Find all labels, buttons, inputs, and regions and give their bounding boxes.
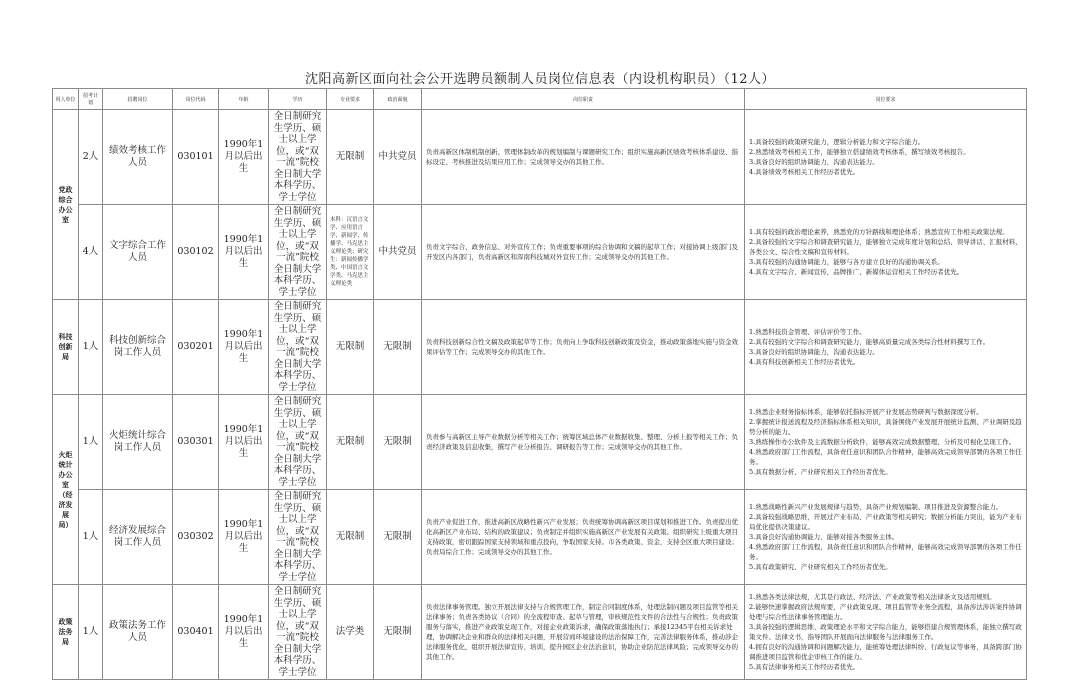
major-cell: 无限制 <box>327 395 374 490</box>
req-line: 3.具备良好的组织协调能力，沟通表达能力。 <box>749 348 879 356</box>
header-row <box>53 89 1027 110</box>
post-cell: 科技创新综合岗工作人员 <box>103 300 173 395</box>
code-cell: 030302 <box>173 490 219 585</box>
header-edu: 学历 <box>269 89 327 110</box>
duty-cell: 负责法律事务管理。独立开展法律支持与合规管理工作，制定合同制度体系，处理法制问题及项目监管等相关法律事务；负责各类协议（合同）的全流程审查、起草与管理，审核规范性文件的合法性与合规性；负责政策服务与落实，推进产业政策兑现工作，对接企业政策诉求，确保政策落地执行；承接12345平台相关诉求处理，协调解决企业和群众的法律相关问题，开展营商环境建设的法治保障工作，完善法律服务体系，推动涉企法律服务优化，组织开展法律宣传、培训，提升园区企业法治意识，协助企业防范法律风险；完成领导交办的其他工作。 <box>422 585 745 680</box>
header-post: 招聘岗位 <box>103 89 173 110</box>
position-table <box>52 88 1027 680</box>
req-line: 2.具有较强的文字综合和调查研究能力，能够高质量完成各类综合性材料撰写工作。 <box>749 338 990 346</box>
req-line: 5.具有数据分析、产业研究相关工作经历者优先。 <box>749 468 892 476</box>
edu-cell: 全日制研究生学历、硕士以上学位，或“双一流”院校全日制大学本科学历、学士学位 <box>269 300 327 395</box>
table-row <box>53 110 1027 205</box>
req-line: 3.具有较强的沟通协调能力，能够与各方建立良好的沟通协调关系。 <box>749 258 944 266</box>
header-duty: 岗位职责 <box>422 89 745 110</box>
req-line: 2.具备较强的文字综合和调查研究能力，能够独立完成年度计划和总结、领导讲话、汇报材料、各类公文、综合性文稿和宣传材料。 <box>749 238 1022 256</box>
table-row <box>53 490 1027 585</box>
plan-cell: 1人 <box>79 395 103 490</box>
req-line: 3.具备良好沟通协调能力，能够对接各类服务主体。 <box>749 533 899 541</box>
req-line: 4.具有文字综合、新闻宣传，品牌推广、新媒体运营相关工作经历者优先。 <box>749 268 964 276</box>
header-major: 专业要求 <box>327 89 374 110</box>
post-cell: 火炬统计综合岗工作人员 <box>103 395 173 490</box>
age-cell: 1990年1月以后出生 <box>219 490 269 585</box>
age-cell: 1990年1月以后出生 <box>219 300 269 395</box>
code-cell: 030401 <box>173 585 219 680</box>
req-line: 4.拥有良好的沟通协调和问题解决能力，能统筹处理法律纠纷、行政复议等事务，具备跨部门协调推进项目监管和优企审核工作的能力。 <box>749 643 1022 661</box>
plan-cell: 1人 <box>79 300 103 395</box>
major-cell: 无限制 <box>327 490 374 585</box>
dept-cell: 党政综合办公室 <box>53 110 79 300</box>
plan-cell: 4人 <box>79 205 103 300</box>
edu-cell: 全日制研究生学历、硕士以上学位，或“双一流”院校全日制大学本科学历、学士学位 <box>269 490 327 585</box>
political-cell: 无限制 <box>374 490 422 585</box>
duty-cell: 负责科技创新综合性文稿及政策起草等工作；负责向上争取科技创新政策及资金，推动政策落地实施与资金效果评估等工作；完成领导交办的其他工作。 <box>422 300 745 395</box>
req-line: 2.能够快速掌握政府法规库要，产业政策兑现、项目监管等业务全流程，具备涉法涉诉案件协调处理与综合性法律事务管理能力。 <box>749 603 1022 621</box>
req-cell <box>745 395 1027 490</box>
major-cell: 无限制 <box>327 300 374 395</box>
req-cell <box>745 110 1027 205</box>
duty-cell: 负责文字综合、政务信息、对外宣传工作；负责重要事项的综合协调和文稿的起草工作；对接协调上级部门及开发区内各部门，负责高新区和浑南科技城对外宣传工作；完成领导交办的其他工作。 <box>422 205 745 300</box>
req-cell <box>745 490 1027 585</box>
header-age: 年龄 <box>219 89 269 110</box>
req-line: 3.具备较强的逻辑思维、政策理论水平和文字综合能力，能够搭建合规管理体系，能独立撰写政策文件、法律文书，指导团队开展面向法律服务与法律服务工作。 <box>749 623 1022 641</box>
age-cell: 1990年1月以后出生 <box>219 585 269 680</box>
req-line: 4.具有科技创新相关工作经历者优先。 <box>749 358 860 366</box>
req-line: 3.具备良好的组织协调能力，沟通表达能力。 <box>749 158 879 166</box>
req-line: 4.具备绩效考核相关工作经历者优先。 <box>749 168 860 176</box>
code-cell: 030101 <box>173 110 219 205</box>
req-cell <box>745 300 1027 395</box>
edu-cell: 全日制研究生学历、硕士以上学位，或“双一流”院校全日制大学本科学历、学士学位 <box>269 395 327 490</box>
req-line: 4.熟悉政府部门工作流程，具备责任意识和团队合作精神，能够高效完成领导部署的各项工作任务。 <box>749 448 1022 466</box>
req-cell <box>745 205 1027 300</box>
req-line: 5.具有法律事务相关工作经历者优先。 <box>749 663 860 671</box>
post-cell: 绩效考核工作人员 <box>103 110 173 205</box>
plan-cell: 1人 <box>79 490 103 585</box>
table-row <box>53 395 1027 490</box>
table-row <box>53 205 1027 300</box>
req-line: 2.熟悉绩效考核相关工作，能够独立搭建绩效考核体系，撰写绩效考核报告。 <box>749 148 970 156</box>
political-cell: 中共党员 <box>374 205 422 300</box>
political-cell: 无限制 <box>374 585 422 680</box>
req-line: 1.熟悉企业财务指标体系，能够依托指标开展产业发展态势研判与数据深度分析。 <box>749 408 983 416</box>
header-plan: 招考计划 <box>79 89 103 110</box>
dept-cell: 政策法务局 <box>53 585 79 680</box>
edu-cell: 全日制研究生学历、硕士以上学位，或“双一流”院校全日制大学本科学历、学士学位 <box>269 205 327 300</box>
req-line: 3.熟练操作办公软件及主流数据分析软件，能够高效完成数据整理、分析及可视化呈现工作。 <box>749 438 1016 446</box>
header-req: 岗位要求 <box>745 89 1027 110</box>
req-line: 1.具有较强的政治理论素养，熟悉党的方针路线和理论体系；熟悉宣传工作相关政策法规。 <box>749 228 1009 236</box>
major-cell: 法学类 <box>327 585 374 680</box>
page-title: 沈阳高新区面向社会公开选聘员额制人员岗位信息表（内设机构职员）（12人） <box>304 72 776 87</box>
code-cell: 030301 <box>173 395 219 490</box>
req-line: 1.具备较强的政策研究能力，逻辑分析能力和文字综合能力。 <box>749 138 925 146</box>
req-line: 2.具备较强战略思维，开展过产业布局、产业政策等相关研究；数据分析能力突出，能为产业布局优化提供决策建议。 <box>749 513 1022 531</box>
header-code: 岗位代码 <box>173 89 219 110</box>
duty-cell: 负责产业促进工作，推进高新区战略性新兴产业发展；负责统筹协调高新区项目谋划和推进工作。负责提出优化高新区产业布局、结构的政策建议；负责制定并组织实施高新区产业发展有关政策。组织研究上级重大项目支持政策，密切跟踪国家支持领域和重点投向，争取国家支持。市各类政策、资金，支持全区重大项目建设；负责局综合工作；完成领导交办的其他工作。 <box>422 490 745 585</box>
req-line: 1.熟悉科技资金管理、评估评价等工作。 <box>749 328 866 336</box>
dept-cell: 科技创新局 <box>53 300 79 395</box>
edu-cell: 全日制研究生学历、硕士以上学位，或“双一流”院校全日制大学本科学历、学士学位 <box>269 585 327 680</box>
plan-cell: 1人 <box>79 585 103 680</box>
political-cell: 无限制 <box>374 395 422 490</box>
req-line: 5.具有政策研究、产业研究相关工作经历者优先。 <box>749 563 892 571</box>
political-cell: 无限制 <box>374 300 422 395</box>
plan-cell: 2人 <box>79 110 103 205</box>
post-cell: 政策法务工作人员 <box>103 585 173 680</box>
age-cell: 1990年1月以后出生 <box>219 395 269 490</box>
edu-cell: 全日制研究生学历、硕士以上学位，或“双一流”院校全日制大学本科学历、学士学位 <box>269 110 327 205</box>
age-cell: 1990年1月以后出生 <box>219 110 269 205</box>
age-cell: 1990年1月以后出生 <box>219 205 269 300</box>
post-cell: 文字综合工作人员 <box>103 205 173 300</box>
req-line: 1.熟悉各类法律法规，尤其是行政法、经济法、产业政策等相关法律条文及适用规则。 <box>749 593 996 601</box>
table-row <box>53 300 1027 395</box>
major-cell: 无限制 <box>327 110 374 205</box>
code-cell: 030102 <box>173 205 219 300</box>
post-cell: 经济发展综合岗工作人员 <box>103 490 173 585</box>
req-line: 1.熟悉战略性新兴产业发展规律与趋势，具备产业规划编制、项目推进及资源整合能力。 <box>749 503 1003 511</box>
req-line: 4.熟悉政府部门工作流程，具备责任意识和团队合作精神，能够高效完成领导部署的各项工作任务。 <box>749 543 1022 561</box>
duty-cell: 负责高新区体制机制创新、管理体制改革的规划编制与课题研究工作；组织实施高新区绩效考核体系建设、指标设定、考核推进及结果应用工作；完成领导交办的其他工作。 <box>422 110 745 205</box>
table-row <box>53 585 1027 680</box>
req-line: 2.掌握统计报送流程及经济指标体系相关知识，具备围绕产业发展开展统计监测、产业调研及趋势分析的能力。 <box>749 418 1022 436</box>
major-cell: 本科：汉语言文学、应用语言学、新闻学、传播学、马克思主义理论类；研究生：新闻传播学类、中国语言文学类、马克思主义理论类 <box>327 205 374 300</box>
duty-cell: 负责参与高新区主导产业数据分析等相关工作；统筹区域总体产业数据收集、整理、分析上报等相关工作；负责经济政策及信息收集，撰写产业分析报告、调研报告等工作；完成领导交办的其他工作。 <box>422 395 745 490</box>
code-cell: 030201 <box>173 300 219 395</box>
header-political: 政治面貌 <box>374 89 422 110</box>
req-cell <box>745 585 1027 680</box>
dept-cell: 火炬统计办公室（经济发展局） <box>53 395 79 585</box>
political-cell: 中共党员 <box>374 110 422 205</box>
header-dept: 用人单位 <box>53 89 79 110</box>
